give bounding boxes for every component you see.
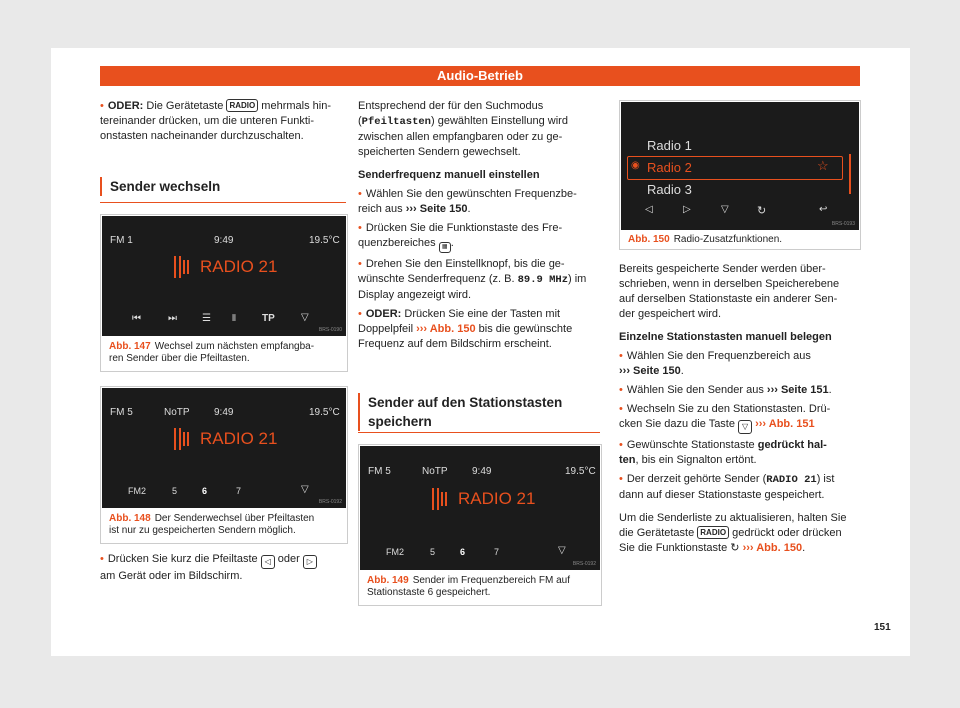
radio-screen-148: FM 5 NoTP 9:49 19.5°C RADIO 21 FM2 5 6 7 ▽ BRS-0192: [102, 388, 346, 508]
radio-key-icon: RADIO: [697, 526, 729, 539]
figure-149: [358, 444, 602, 606]
signal-icon: [174, 428, 194, 450]
paragraph-pfeiltaste: • Drücken Sie kurz die Pfeiltaste ◁ oder ▷: [100, 552, 345, 569]
down-arrow-icon: ▽: [721, 204, 729, 215]
back-icon: ↩: [819, 204, 828, 215]
page-ref-link[interactable]: ››› Seite 150: [619, 365, 681, 377]
page-ref-link[interactable]: ››› Seite 150: [405, 203, 468, 215]
figure-caption-150: Abb. 150 Radio-Zusatzfunktionen.: [628, 234, 783, 245]
figure-caption-147: Abb. 147 Wechsel zum nächsten empfangba- ren Sender über die Pfeiltasten.: [109, 341, 315, 364]
figure-148: [100, 386, 348, 544]
refresh-icon: ↻: [730, 542, 740, 554]
frequency-band-key-icon: ▦: [439, 242, 451, 253]
seek-back-icon: ◁: [645, 204, 653, 215]
section-heading-stationstasten: Sender auf den Stationstasten speichern: [358, 393, 562, 431]
next-icon: ⏭: [168, 313, 177, 324]
figure-caption-148: Abb. 148 Der Senderwechsel über Pfeiltasten ist nur zu gespeicherten Sendern möglich.: [109, 513, 315, 536]
play-indicator-icon: ◉: [631, 160, 640, 171]
favorite-star-icon: ☆: [817, 158, 829, 173]
radio-screen-149: FM 5 NoTP 9:49 19.5°C RADIO 21 FM2 5 6 7 ▽ BRS-0192: [360, 446, 600, 570]
previous-icon: ⏮: [132, 313, 141, 324]
radio-key-icon: RADIO: [226, 99, 258, 112]
radio-screen-150: Radio 1 ◉ Radio 2 ☆ Radio 3 ◁ ▷ ▽ ↻ ↩ BRS-0193: [621, 102, 859, 230]
seek-forward-icon: ▷: [683, 204, 691, 215]
down-arrow-icon: ▽: [301, 484, 309, 495]
figure-caption-149: Abb. 149 Sender im Frequenzbereich FM auf Stationstaste 6 gespeichert.: [367, 575, 570, 598]
page-header: Audio-Betrieb: [100, 66, 860, 86]
down-arrow-icon: ▽: [301, 312, 309, 323]
page-ref-link[interactable]: ››› Seite 151: [766, 384, 829, 396]
figure-ref-link[interactable]: ››› Abb. 150: [416, 323, 476, 335]
figure-150: [619, 100, 861, 250]
subheading-einzelne: Einzelne Stationstasten manuell belegen: [619, 331, 832, 343]
down-arrow-icon: ▽: [558, 545, 566, 556]
section-divider: [100, 202, 346, 203]
refresh-icon: ↻: [757, 205, 767, 217]
column-2: Entsprechend der für den Suchmodus (Pfeiltasten) gewählten Einstellung wird zwischen allen empfangbaren oder zu ge- speicherten Sendern gewechselt. Senderfrequenz manuell einstellen • Wählen Sie den gewünschten Frequenzbe- reich aus ››› Seite 150. • Drücken Sie die Funktionstaste des Fre- quenzbereiches ▦ . • Drehen Sie den Einstellknopf, bis die ge- wünschte Senderfrequenz (z. B. 89.9 MHz) im Display angezeigt wird. • ODER: Drücken Sie eine der Tasten mit Doppelpfeil ››› Abb. 150 bis die gewünschte Frequenz auf dem Bildschirm erscheint.: [358, 99, 603, 352]
right-arrow-key-icon: ▷: [303, 555, 317, 569]
scan-icon: ⦀: [232, 313, 236, 323]
paragraph-oder: • ODER: Die Gerätetaste RADIO mehrmals hin-: [100, 99, 345, 114]
signal-icon: [174, 256, 194, 278]
section-divider: [358, 432, 600, 433]
scrollbar[interactable]: [849, 154, 851, 194]
left-arrow-key-icon: ◁: [261, 555, 275, 569]
section-heading-sender-wechseln: Sender wechseln: [100, 177, 220, 196]
column-1: • ODER: Die Gerätetaste RADIO mehrmals hin- tereinander drücken, um die unteren Funkti- onstasten nacheinander durchzuschalten.: [100, 99, 345, 144]
list-icon: ☰: [202, 313, 211, 324]
column-3: Bereits gespeicherte Sender werden über- schrieben, wenn in derselben Speicherebene auf derselben Stationstaste ein anderer Sen- der gespeichert wird. Einzelne Stationstasten manuell belegen • Wählen Sie den Frequenzbereich aus ››› Seite 150. • Wählen Sie den Sender aus ››› Seite 151. • Wechseln Sie zu den Stationstasten. Drü- cken Sie dazu die Taste ▽ ››› Abb. 151 • Gewünschte Stationstaste gedrückt hal- ten, bis ein Signalton ertönt. • Der derzeit gehörte Sender (RADIO 21) ist dann auf dieser Stationstaste gespeichert. Um die Senderliste zu aktualisieren, halten Sie die Gerätetaste RADIO gedrückt oder drücken Sie die Funktionstaste ↻ ››› Abb. 150.: [619, 262, 864, 556]
column-1-bottom: • Drücken Sie kurz die Pfeiltaste ◁ oder ▷ am Gerät oder im Bildschirm.: [100, 552, 345, 584]
down-arrow-key-icon: ▽: [738, 420, 752, 434]
subheading-frequenz: Senderfrequenz manuell einstellen: [358, 169, 540, 181]
figure-ref-link[interactable]: ››› Abb. 151: [755, 418, 815, 430]
radio-screen-147: FM 1 9:49 19.5°C RADIO 21 ⏮ ⏭ ☰ ⦀ TP ▽ BRS-0190: [102, 216, 346, 336]
page-number: 151: [874, 622, 891, 633]
figure-ref-link[interactable]: ››› Abb. 150: [742, 542, 803, 554]
figure-147: [100, 214, 348, 372]
signal-icon: [432, 488, 452, 510]
